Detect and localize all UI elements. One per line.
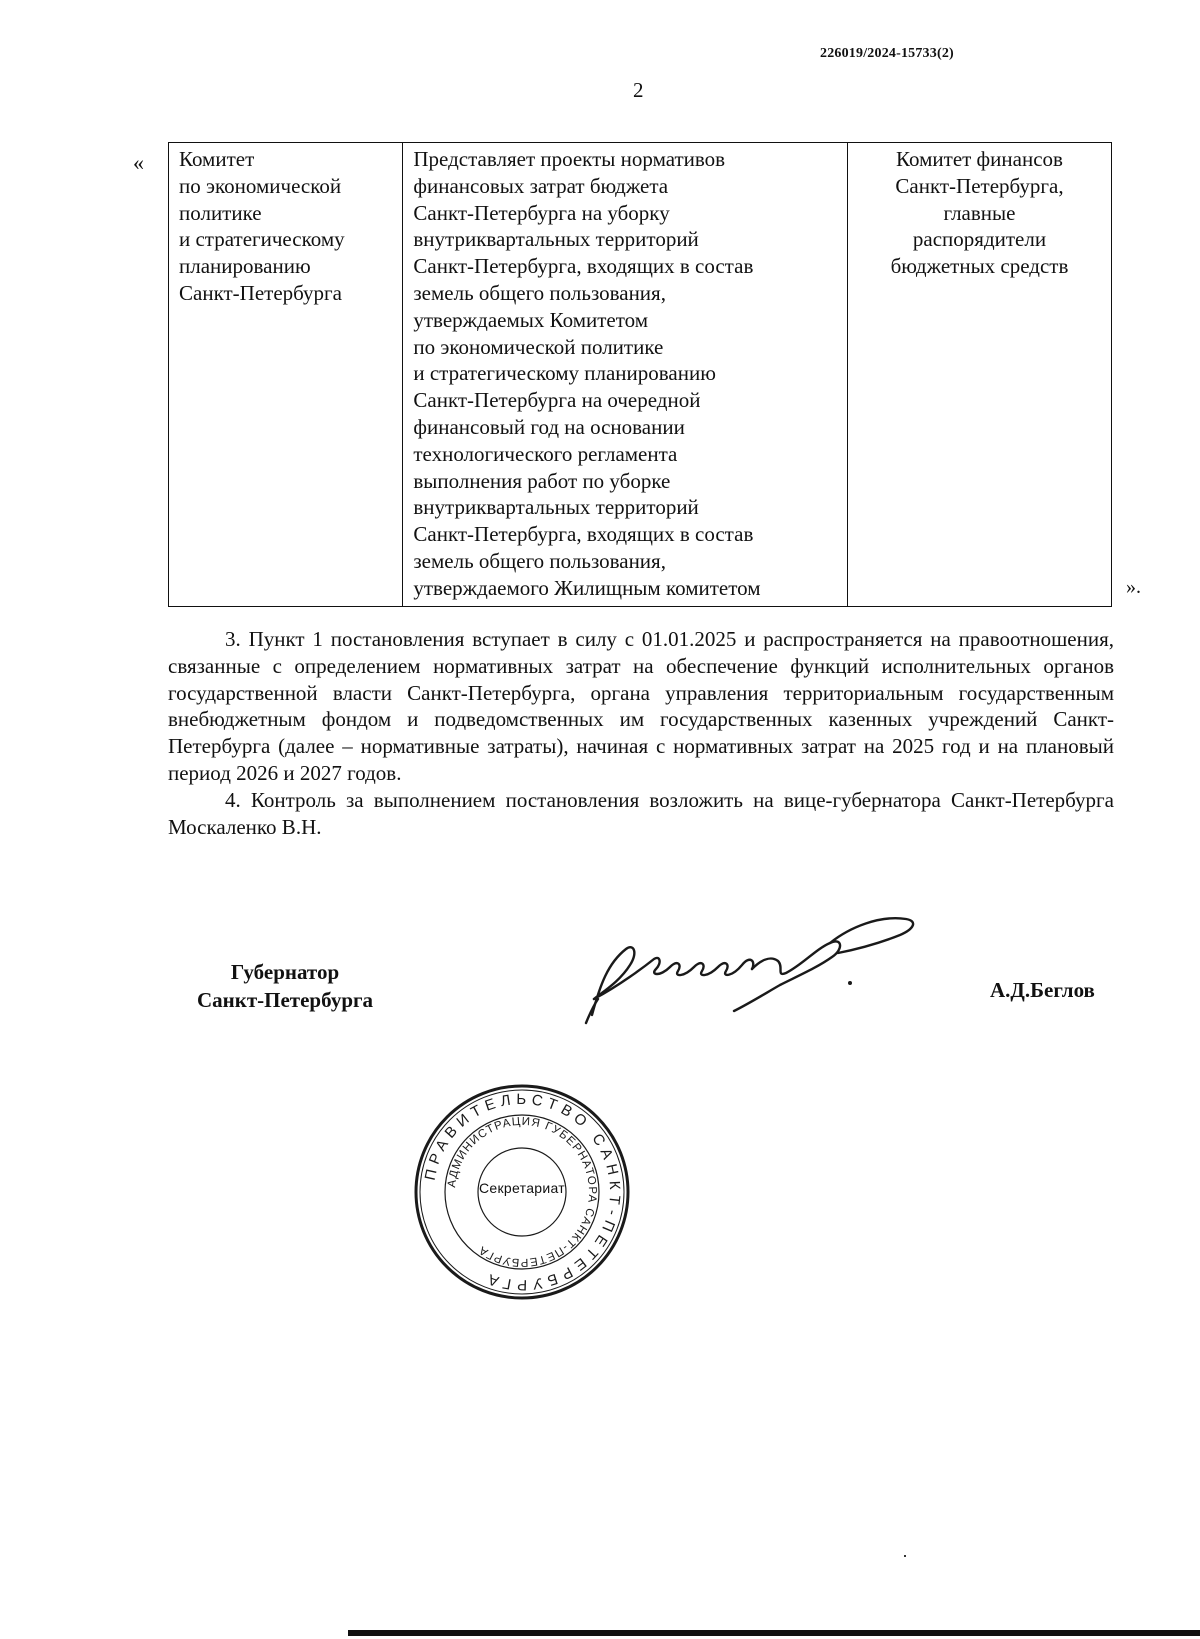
executor-cell [169,143,403,607]
stamp-inner-ring-text: АДМИНИСТРАЦИЯ ГУБЕРНАТОРА САНКТ-ПЕТЕРБУРГА [446,1115,599,1269]
table-row [169,143,1112,607]
scan-edge-line [348,1630,1200,1636]
responsibility-table [168,142,1112,607]
signer-title [160,958,410,1014]
stamp-center-text: Секретариат [479,1180,565,1196]
table-open-quote: « [133,150,144,175]
stamp-outer-ring-text: ПРАВИТЕЛЬСТВО САНКТ-ПЕТЕРБУРГА [421,1090,624,1294]
recipient-text: Комитет финансов Санкт-Петербурга, главные распорядители бюджетных средств [890,147,1069,279]
scan-artifact-dot [904,1555,906,1557]
signer-title-line1: Губернатор [230,960,340,984]
recipient-cell [848,143,1112,607]
handwritten-signature [580,915,940,1025]
official-stamp [412,1082,632,1302]
signer-name: А.Д.Беглов [990,978,1095,1002]
paragraph-3: 3. Пункт 1 постановления вступает в силу с 01.01.2025 и распространяется на правоотношения, связанные с определением нормативных затрат на обеспечение функций исполнительных органов государственной власти Санкт-Петербурга, органа управления территориальным государственным внебюджетным фондом и подведомственных им государственных казенных учреждений Санкт-Петербурга (далее – нормативные затраты), начиная с нормативных затрат на 2025 год и на плановый период 2026 и 2027 годов. [168,627,1114,785]
function-text: Представляет проекты нормативов финансовых затрат бюджета Санкт-Петербурга на уборку внутриквартальных территорий Санкт-Петербурга, входящих в состав земель общего пользования, утверждаемых Комитетом по экономической политике и стратегическому планированию Санкт-Петербурга на очередной финансовый год на основании технологического регламента выполнения работ по уборке внутриквартальных территорий Санкт-Петербурга, входящих в состав земель общего пользования, утверждаемого Жилищным комитетом [413,147,761,600]
function-cell [403,143,848,607]
resolution-body [168,626,1114,840]
executor-text: Комитет по экономической политике и стратегическому планированию Санкт-Петербурга [179,147,345,305]
page-number: 2 [633,78,644,102]
signer-title-line2: Санкт-Петербурга [196,988,374,1012]
document-registration-number: 226019/2024-15733(2) [820,46,954,61]
paragraph-4: 4. Контроль за выполнением постановления возложить на вице-губернатора Санкт-Петербурга Москаленко В.Н. [168,787,1114,839]
table-close-quote: ». [1126,576,1141,598]
